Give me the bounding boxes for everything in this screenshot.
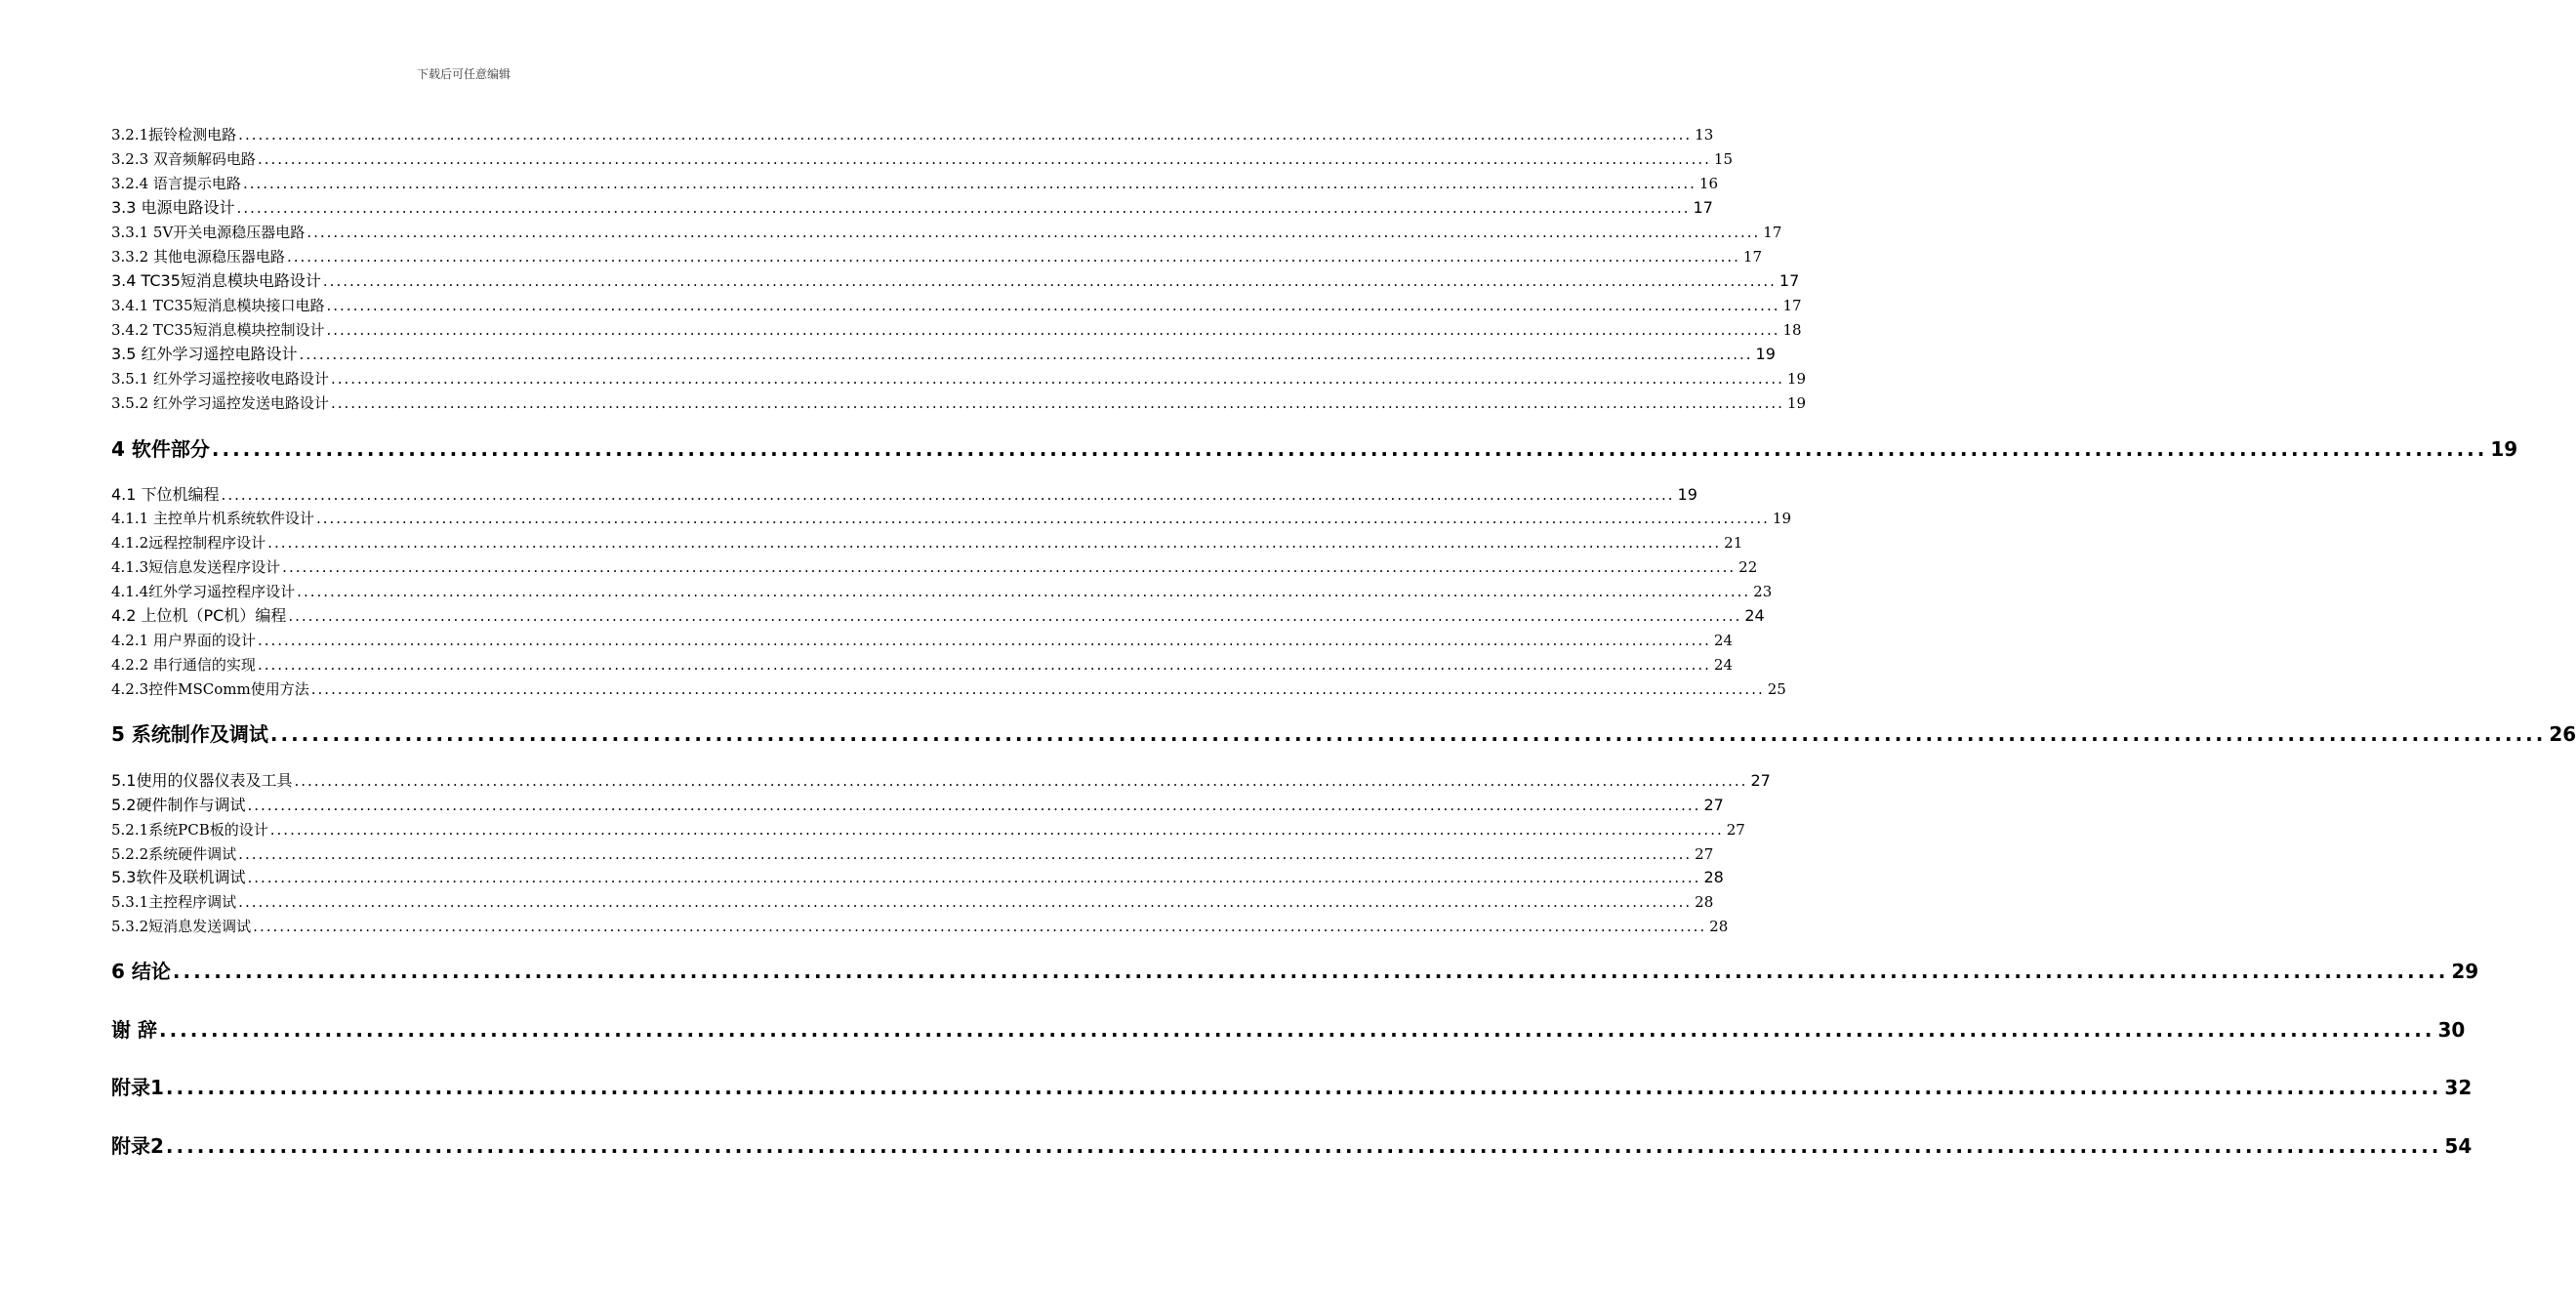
toc-entry-page: 28 (1695, 893, 1714, 911)
toc-entry-title: 附录1 (111, 1076, 164, 1099)
toc-entry-title: 5.1使用的仪器仪表及工具 (111, 771, 293, 790)
toc-entry[interactable] (111, 124, 1714, 145)
toc-leader-dots: ............................................................................................................................................................................................................................ (242, 175, 1697, 192)
toc-entry[interactable] (111, 270, 1800, 292)
toc-entry-page: 25 (1767, 680, 1786, 698)
toc-entry[interactable] (111, 434, 2518, 464)
toc-entry-title: 5.2硬件制作与调试 (111, 796, 246, 814)
toc-entry-title: 附录2 (111, 1134, 164, 1158)
toc-entry-page: 27 (1703, 796, 1724, 814)
toc-leader-dots: ............................................................................................................................................................................................................................ (310, 680, 1765, 698)
toc-leader-dots: ............................................................................................................................................................................................................................ (269, 821, 1724, 839)
toc-leader-dots: ............................................................................................................................................................................................................................ (286, 248, 1740, 266)
toc-entry-page: 19 (1677, 485, 1697, 504)
toc-entry-title: 4.2 上位机（PC机）编程 (111, 606, 287, 625)
toc-entry-page: 17 (1693, 198, 1713, 217)
toc-entry-page: 24 (1744, 606, 1765, 625)
toc-leader-dots: ............................................................................................................................................................................................................................ (221, 486, 1675, 504)
toc-entry-page: 19 (1772, 510, 1792, 527)
toc-entry-page: 27 (1726, 821, 1745, 839)
toc-entry-title: 3.2.1振铃检测电路 (111, 126, 237, 144)
toc-entry[interactable] (111, 581, 1773, 602)
toc-entry[interactable] (111, 678, 1786, 700)
toc-entry[interactable] (111, 770, 1771, 792)
toc-leader-dots: ............................................................................................................................................................................................................................ (257, 632, 1711, 649)
toc-entry-page: 17 (1782, 297, 1802, 314)
toc-leader-dots: ............................................................................................................................................................................................................................ (236, 199, 1691, 217)
toc-entry[interactable] (111, 319, 1802, 341)
toc-entry-title: 5.3.2短消息发送调试 (111, 918, 252, 935)
toc-leader-dots: ............................................................................................................................................................................................................................ (326, 297, 1780, 314)
toc-entry-title: 3.4.2 TC35短消息模块控制设计 (111, 321, 325, 339)
toc-entry[interactable] (111, 891, 1714, 913)
toc-entry-title: 4.1.2远程控制程序设计 (111, 534, 266, 552)
toc-entry[interactable] (111, 719, 2576, 749)
toc-entry-title: 4.2.1 用户界面的设计 (111, 632, 256, 649)
toc-entry-page: 29 (2451, 960, 2479, 983)
toc-leader-dots: ............................................................................................................................................................................................................................ (165, 1134, 2442, 1158)
header-watermark: 下载后可任意编辑 (416, 67, 511, 81)
toc-leader-dots: ............................................................................................................................................................................................................................ (257, 656, 1711, 674)
toc-entry-title: 3.3.2 其他电源稳压器电路 (111, 248, 285, 266)
toc-entry-page: 19 (1786, 370, 1807, 388)
toc-entry[interactable] (111, 867, 1724, 888)
toc-entry-page: 18 (1782, 321, 1802, 339)
toc-leader-dots: ............................................................................................................................................................................................................................ (257, 150, 1711, 168)
toc-leader-dots: ............................................................................................................................................................................................................................ (165, 1076, 2442, 1099)
toc-leader-dots: ............................................................................................................................................................................................................................ (247, 797, 1701, 814)
toc-entry-title: 5.2.2系统硬件调试 (111, 845, 237, 863)
toc-entry-page: 27 (1750, 771, 1771, 790)
toc-entry[interactable] (111, 843, 1714, 865)
toc-entry[interactable] (111, 484, 1697, 506)
toc-entry[interactable] (111, 630, 1734, 651)
toc-entry[interactable] (111, 819, 1745, 840)
toc-entry[interactable] (111, 532, 1743, 554)
toc-entry[interactable] (111, 344, 1776, 365)
toc-entry[interactable] (111, 295, 1802, 316)
toc-entry-title: 3.3.1 5V开关电源稳压器电路 (111, 224, 306, 241)
toc-entry[interactable] (111, 508, 1792, 529)
toc-entry-page: 17 (1779, 271, 1800, 290)
toc-leader-dots: ............................................................................................................................................................................................................................ (294, 772, 1748, 790)
toc-entry-title: 5.3软件及联机调试 (111, 868, 246, 886)
toc-entry-title: 3.2.3 双音频解码电路 (111, 150, 256, 168)
toc-entry[interactable] (111, 1131, 2473, 1161)
toc-entry-page: 28 (1703, 868, 1724, 886)
toc-entry-page: 26 (2549, 722, 2576, 746)
toc-entry[interactable] (111, 197, 1713, 219)
toc-leader-dots: ............................................................................................................................................................................................................................ (330, 370, 1784, 388)
toc-leader-dots: ............................................................................................................................................................................................................................ (238, 126, 1693, 144)
toc-entry-page: 28 (1709, 918, 1729, 935)
toc-entry[interactable] (111, 605, 1765, 627)
toc-entry-title: 3.4.1 TC35短消息模块接口电路 (111, 297, 325, 314)
toc-entry[interactable] (111, 957, 2479, 986)
toc-entry-title: 4.1.4红外学习遥控程序设计 (111, 583, 296, 600)
toc-entry-title: 4.1 下位机编程 (111, 485, 220, 504)
toc-entry[interactable] (111, 556, 1758, 578)
toc-leader-dots: ............................................................................................................................................................................................................................ (253, 918, 1707, 935)
toc-leader-dots: ............................................................................................................................................................................................................................ (211, 437, 2488, 461)
toc-leader-dots: ............................................................................................................................................................................................................................ (307, 224, 1761, 241)
toc-entry-title: 4.1.3短信息发送程序设计 (111, 558, 281, 576)
toc-entry[interactable] (111, 246, 1763, 267)
toc-entry-title: 3.2.4 语言提示电路 (111, 175, 241, 192)
toc-entry-page: 23 (1753, 583, 1773, 600)
toc-entry-page: 17 (1742, 248, 1763, 266)
toc-entry[interactable] (111, 222, 1782, 243)
toc-entry-title: 5.2.1系统PCB板的设计 (111, 821, 268, 839)
toc-entry-title: 5 系统制作及调试 (111, 722, 268, 746)
toc-entry-page: 19 (2490, 437, 2518, 461)
toc-entry-title: 6 结论 (111, 960, 171, 983)
toc-entry-page: 24 (1713, 656, 1734, 674)
toc-leader-dots: ............................................................................................................................................................................................................................ (172, 960, 2449, 983)
toc-entry-title: 3.5.2 红外学习遥控发送电路设计 (111, 394, 329, 412)
toc-leader-dots: ............................................................................................................................................................................................................................ (330, 394, 1784, 412)
toc-entry-title: 4 软件部分 (111, 437, 210, 461)
toc-entry-page: 22 (1738, 558, 1758, 576)
toc-entry[interactable] (111, 795, 1724, 816)
toc-entry-page: 21 (1724, 534, 1743, 552)
toc-entry[interactable] (111, 368, 1807, 390)
toc-entry[interactable] (111, 392, 1807, 414)
toc-entry[interactable] (111, 916, 1729, 937)
toc-entry-title: 5.3.1主控程序调试 (111, 893, 237, 911)
toc-entry-page: 19 (1786, 394, 1807, 412)
toc-leader-dots: ............................................................................................................................................................................................................................ (315, 510, 1770, 527)
toc-entry-page: 54 (2444, 1134, 2473, 1158)
toc-entry[interactable] (111, 1073, 2473, 1102)
toc-entry-page: 19 (1755, 345, 1776, 363)
toc-entry-title: 4.2.3控件MSComm使用方法 (111, 680, 309, 698)
toc-entry-page: 17 (1763, 224, 1782, 241)
toc-entry[interactable] (111, 654, 1734, 676)
toc-entry-title: 4.2.2 串行通信的实现 (111, 656, 256, 674)
toc-leader-dots: ............................................................................................................................................................................................................................ (299, 346, 1753, 363)
toc-entry-page: 30 (2437, 1018, 2466, 1042)
toc-entry-title: 谢 辞 (111, 1018, 157, 1042)
toc-entry-page: 15 (1713, 150, 1734, 168)
toc-entry-page: 16 (1698, 175, 1719, 192)
toc-entry-page: 24 (1713, 632, 1734, 649)
toc-entry[interactable] (111, 1015, 2466, 1045)
toc-leader-dots: ............................................................................................................................................................................................................................ (247, 869, 1701, 886)
toc-leader-dots: ............................................................................................................................................................................................................................ (269, 722, 2547, 746)
toc-entry[interactable] (111, 173, 1719, 194)
toc-leader-dots: ............................................................................................................................................................................................................................ (322, 272, 1777, 290)
toc-entry-title: 3.5 红外学习遥控电路设计 (111, 345, 298, 363)
toc-leader-dots: ............................................................................................................................................................................................................................ (158, 1018, 2435, 1042)
toc-entry-page: 27 (1695, 845, 1714, 863)
toc-entry-title: 3.5.1 红外学习遥控接收电路设计 (111, 370, 329, 388)
toc-entry[interactable] (111, 148, 1734, 170)
toc-entry-title: 4.1.1 主控单片机系统软件设计 (111, 510, 314, 527)
toc-leader-dots: ............................................................................................................................................................................................................................ (297, 583, 1751, 600)
toc-entry-page: 13 (1695, 126, 1714, 144)
toc-leader-dots: ............................................................................................................................................................................................................................ (288, 607, 1742, 625)
toc-leader-dots: ............................................................................................................................................................................................................................ (238, 893, 1693, 911)
toc-entry-title: 3.3 电源电路设计 (111, 198, 235, 217)
toc-entry-title: 3.4 TC35短消息模块电路设计 (111, 271, 321, 290)
toc-leader-dots: ............................................................................................................................................................................................................................ (267, 534, 1722, 552)
toc-entry-page: 32 (2444, 1076, 2473, 1099)
toc-leader-dots: ............................................................................................................................................................................................................................ (282, 558, 1737, 576)
toc-leader-dots: ............................................................................................................................................................................................................................ (326, 321, 1780, 339)
toc-leader-dots: ............................................................................................................................................................................................................................ (238, 845, 1693, 863)
